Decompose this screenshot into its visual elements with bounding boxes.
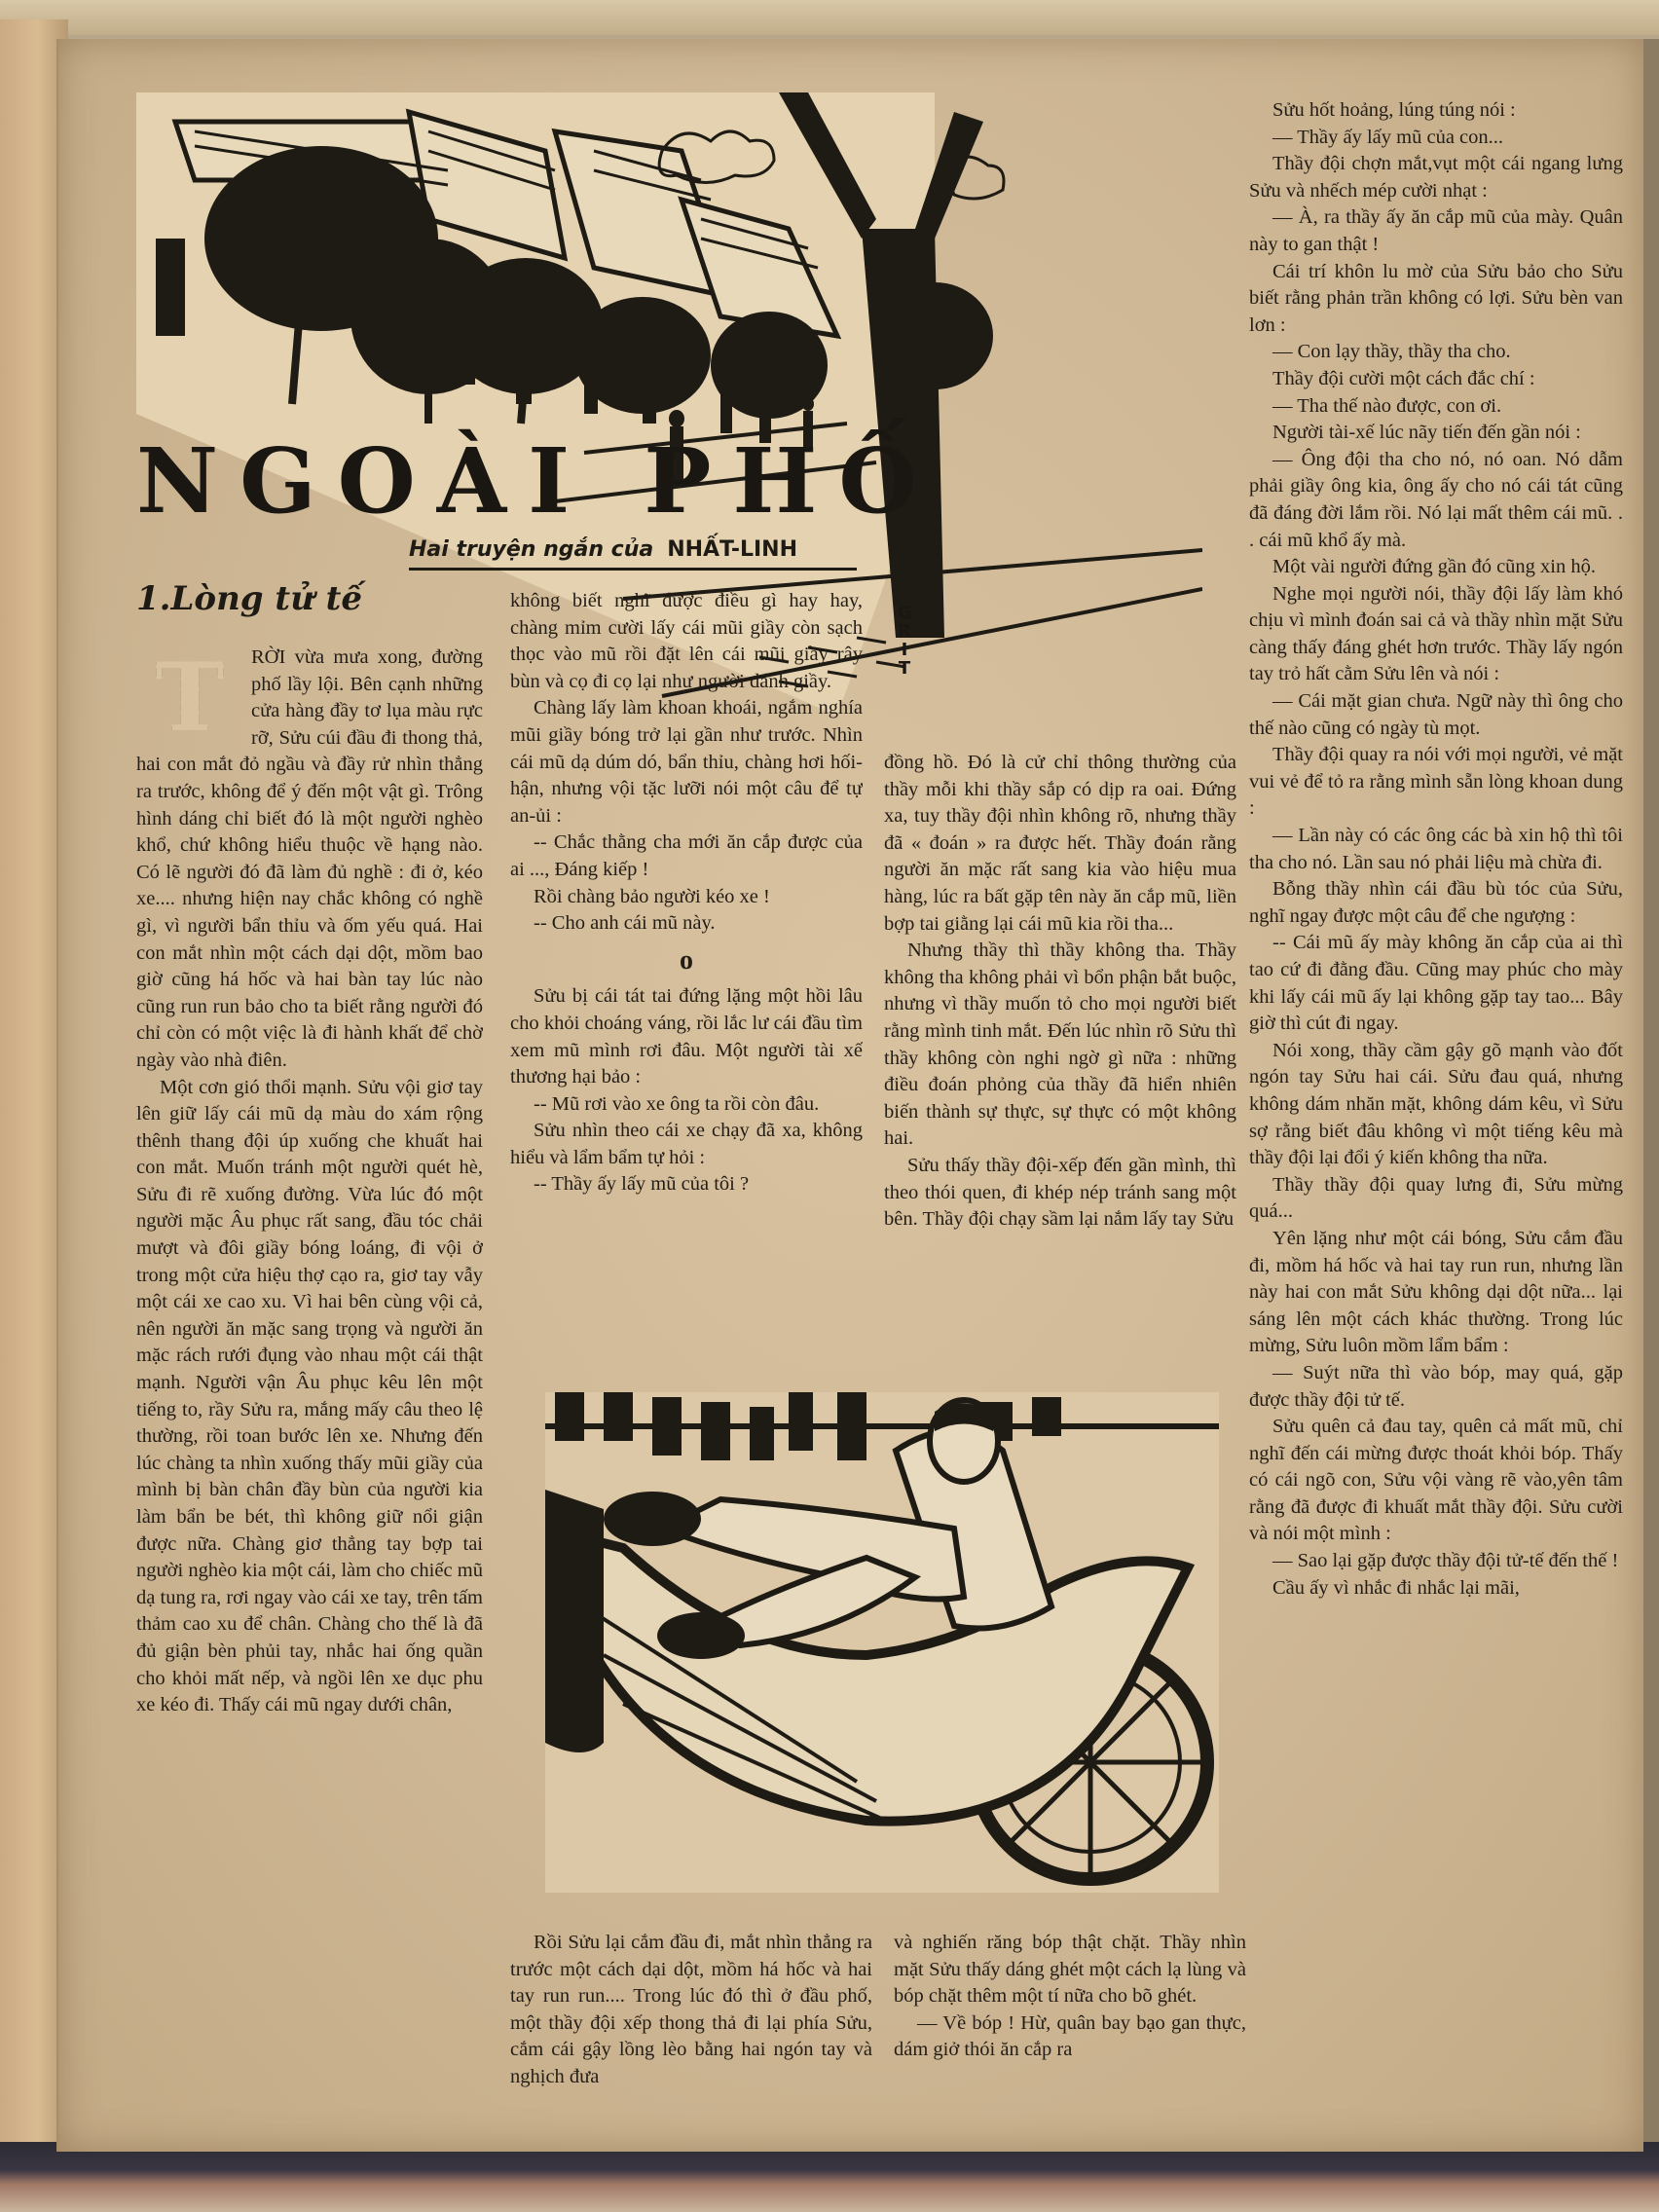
- paragraph: — Ông đội tha cho nó, nó oan. Nó dẫm phải giầy ông kia, ông ấy cho nó cái tát cũng đã đáng đời lắm rồi. Nó lại mất thêm cái mũ. . . cái mũ khổ ấy mà.: [1249, 448, 1623, 551]
- paragraph: Thầy đội quay ra nói với mọi người, vẻ mặt vui vẻ để tỏ ra rằng mình sẵn lòng khoan dung :: [1249, 744, 1623, 820]
- paragraph: -- Thầy ấy lấy mũ của tôi ?: [534, 1173, 750, 1196]
- page-title: NGOÀI PHỐ: [136, 428, 939, 534]
- paragraph: Nói xong, thầy cầm gậy gõ mạnh vào đốt ngón tay Sửu hai cái. Sửu đau quá, nhưng không dám nhăn mặt, không dám kêu, vì Sửu sợ rằng biết đâu không vì một tiếng kêu mà thầy đội lại đổi ý kiến không tha nữa.: [1249, 1039, 1623, 1169]
- paragraph: — Thầy ấy lấy mũ của con...: [1272, 126, 1504, 148]
- paragraph: — Suýt nữa thì vào bóp, may quá, gặp được thầy đội tử tế.: [1249, 1361, 1623, 1411]
- paragraph: Một vài người đứng gần đó cũng xin hộ.: [1272, 556, 1596, 578]
- paragraph: -- Cho anh cái mũ này.: [534, 912, 716, 935]
- column-3: [884, 750, 1236, 1353]
- paragraph: Sửu quên cả đau tay, quên cả mất mũ, chỉ nghĩ đến cái mừng được thoát khỏi bóp. Thấy có cái ngõ con, Sửu vội vàng rẽ vào,yên tâm rằng đã được đi khuất mắt thầy đội. Sửu cười và nói một mình :: [1249, 1416, 1623, 1545]
- paragraph: đồng hồ. Đó là cử chỉ thông thường của thầy mỗi khi thầy sắp có dịp ra oai. Đứng xa, tuy thầy đội nhìn không rõ, nhưng thầy đã « đoán » ra được hết. Thầy đoán rằng người ăn mặc rất sang kia vào hiệu mua hàng, lúc ra bất gặp tên này ăn cắp mũ, liền bợp tai giằng lại cái mũ kia rồi tha...: [884, 752, 1236, 935]
- paragraph: Sửu hốt hoảng, lúng túng nói :: [1272, 99, 1516, 121]
- paragraph: -- Chắc thằng cha mới ăn cắp được của ai ..., Đáng kiếp !: [510, 831, 863, 880]
- paragraph: Nhưng thầy thì thầy không tha. Thầy không tha không phải vì bổn phận bắt buộc, nhưng vì thầy muốn tỏ cho mọi người biết rằng mình tinh mắt. Đến lúc nhìn rõ Sửu thì thầy không còn nghi ngờ gì nữa : những điều đoán phỏng của thầy đã hiển nhiên biến thành sự thực, sự thực có một không hai.: [884, 940, 1236, 1150]
- illustrator-signature: [892, 604, 917, 682]
- rickshaw-illustration: [545, 1392, 1219, 1893]
- paragraph: Một cơn gió thổi mạnh. Sửu vội giơ tay lên giữ lấy cái mũ dạ màu do xám rộng thênh thang đội úp xuống che khuất hai con mắt. Muốn tránh một người quét hè, Sửu đi rẽ xuống đường. Vừa lúc đó một người mặc Âu phục rất sang, đầu tóc chải mượt và đôi giầy bóng loáng, đi vội ở trong một cửa hiệu thợ cạo ra, giơ tay vẫy một cái xe cao xu. Vì hai bên cùng vội cả, nên người ăn mặc sang trọng và người ăn mặc rách rưới đụng vào nhau một cái thật mạnh. Người vận Âu phục kêu lên một tiếng to, rầy Sửu ra, mắng mấy câu theo lệ thường, rồi toan bước lên xe. Nhưng đến lúc chàng ta nhìn xuống thấy mũi giầy của mình bị bàn chân đầy bùn của người kia làm bẩn be bét, thì không giữ nổi giận được nữa. Chàng giơ thẳng tay bợp tai người nghèo kia một cái, làm cho chiếc mũ dạ tung ra, rơi ngay vào cái xe tay, trên tấm thảm cao xu để chân. Chàng cho thế là đã đủ giận bèn phủi tay, nhắc hai ống quần cho khỏi mất nếp, và ngồi lên xe dục phu xe kéo đi. Thấy cái mũ ngay dưới chân,: [136, 1076, 483, 1716]
- paragraph: Thầy thầy đội quay lưng đi, Sửu mừng quá...: [1249, 1173, 1623, 1223]
- binder-top-edge: [0, 0, 1659, 35]
- binder-right-edge: [1641, 39, 1659, 2161]
- column-2: [510, 588, 863, 1367]
- paragraph: Cái trí khôn lu mờ của Sửu bảo cho Sửu biết rằng phản trần không có lợi. Sửu bèn van lơn :: [1249, 260, 1623, 336]
- paragraph: và nghiến răng bóp thật chặt. Thầy nhìn mặt Sửu thấy dáng ghét một cách lạ lùng và bóp chặt thêm một tí nữa cho bõ ghét.: [894, 1932, 1246, 2008]
- illustrator-signature-text: GRIT: [898, 603, 912, 679]
- paragraph: Bỗng thầy nhìn cái đầu bù tóc của Sửu, nghĩ ngay được một câu để che ngượng :: [1249, 878, 1623, 927]
- byline-prefix: Hai truyện ngắn của: [409, 537, 654, 562]
- column-3-continued: [894, 1930, 1246, 2122]
- section-break: o: [680, 944, 693, 976]
- paragraph: — Tha thế nào được, con ơi.: [1272, 394, 1502, 417]
- paragraph: RỜI vừa mưa xong, đường phố lầy lội. Bên cạnh những cửa hàng đầy tơ lụa màu rực rỡ, Sửu cúi đầu đi thong thả, hai con mắt đỏ ngầu và đầy rử nhìn thẳng ra trước, không để ý đến một vật gì. Trông hình dáng chỉ biết đó là một người nghèo khổ, chứ không hiểu thuộc về hạng nào. Có lẽ người đó đã làm đủ nghề : đi ở, kéo xe.... nhưng hiện nay chắc không có nghề gì, vì người bẩn thỉu và ốm yếu quá. Hai con mắt nhìn một cách dại dột, mồm bao giờ cũng há hốc và hai bàn tay lúc nào cũng run run bảo cho ta biết rằng người đó chỉ còn có một việc là đi hành khất để chờ ngày vào nhà điên.: [136, 646, 483, 1071]
- paragraph: -- Mũ rơi vào xe ông ta rồi còn đâu.: [534, 1092, 820, 1115]
- paragraph: Thầy đội chợn mắt,vụt một cái ngang lưng Sửu và nhếch mép cười nhạt :: [1249, 153, 1623, 202]
- paragraph: không biết nghĩ được điều gì hay hay, chàng mỉm cười lấy cái mũi giầy còn sạch thọc vào mũ rồi đặt lên cái mũi giầy rây bùn và cọ đi cọ lại như người đánh giầy.: [510, 590, 863, 692]
- paragraph: -- Cái mũ ấy mày không ăn cắp của ai thì tao cứ đi đằng đầu. Cũng may phúc cho mày khi lấy cái mũ ấy lại không gặp tay tao... Bây giờ thì cút đi ngay.: [1249, 932, 1623, 1035]
- paragraph: Chàng lấy làm khoan khoái, ngắm nghía mũi giầy bóng trở lại gần như trước. Nhìn cái mũ dạ dúm dó, bẩn thỉu, chàng hơi hối-hận, nhưng vội tặc lưỡi nói một câu để tự an-ủi :: [510, 697, 863, 827]
- paragraph: Nghe mọi người nói, thầy đội lấy làm khó chịu vì mình đoán sai cả và thầy nhìn mặt Sửu càng thấy đáng ghét hơn trước. Thầy lấy ngón tay trỏ hất cằm Sửu lên và nói :: [1249, 582, 1623, 685]
- column-2-continued: [510, 1930, 872, 2122]
- author-name: NHẤT-LINH: [667, 537, 797, 562]
- column-4: [1249, 97, 1623, 2122]
- paragraph: Cầu ấy vì nhắc đi nhắc lại mãi,: [1272, 1576, 1520, 1599]
- paragraph: Sửu nhìn theo cái xe chạy đã xa, không hiểu và lẩm bẩm tự hỏi :: [510, 1120, 863, 1168]
- paragraph: Sửu thấy thầy đội-xếp đến gần mình, thì theo thói quen, đi khép nép tránh sang một bên. Thầy đội chạy sầm lại nắm lấy tay Sửu: [884, 1154, 1236, 1231]
- paragraph: — Về bóp ! Hừ, quân bay bạo gan thực, dám giở thói ăn cắp ra: [894, 2011, 1246, 2061]
- paragraph: — Cái mặt gian chưa. Ngữ này thì ông cho thế nào cũng có ngày tù mọt.: [1249, 690, 1623, 739]
- drop-cap-spacer: [136, 645, 251, 750]
- paragraph: Rồi chàng bảo người kéo xe !: [534, 885, 770, 907]
- paragraph: — Sao lại gặp được thầy đội tử-tế đến thế !: [1272, 1550, 1619, 1572]
- paragraph: Yên lặng như một cái bóng, Sửu cắm đầu đi, mồm há hốc và hai tay run run, nhưng lần này hai con mắt Sửu không dại dột nữa... lại sáng lên một cách khác thường. Trong lúc mừng, Sửu luôn mồm lẩm bẩm :: [1249, 1227, 1623, 1357]
- drop-cap-letter: T: [136, 645, 243, 752]
- story-heading: 1.Lòng tử tế: [136, 579, 363, 618]
- byline: [409, 537, 857, 571]
- paragraph: Rồi Sửu lại cắm đầu đi, mắt nhìn thẳng ra trước một cách dại dột, mồm há hốc và hai tay run run.... Trong lúc đó thì ở đầu phố, một thầy đội xếp thong thả đi lại phía Sửu, cắm cái gậy lồng lèo bằng hai ngón tay và nghịch đưa: [510, 1932, 872, 2087]
- binder-bottom-edge: [0, 2142, 1659, 2212]
- paragraph: Thầy đội cười một cách đắc chí :: [1272, 367, 1535, 389]
- paragraph: Người tài-xế lúc nãy tiến đến gần nói :: [1272, 422, 1581, 444]
- paragraph: — À, ra thầy ấy ăn cắp mũ của mày. Quân này to gan thật !: [1249, 206, 1623, 255]
- paragraph: — Con lạy thầy, thầy tha cho.: [1272, 341, 1511, 363]
- column-1: [136, 645, 483, 2122]
- paragraph: — Lần này có các ông các bà xin hộ thì tôi tha cho nó. Lần sau nó phải liệu mà chừa đi.: [1249, 825, 1623, 873]
- paragraph: Sửu bị cái tát tai đứng lặng một hồi lâu cho khỏi choáng váng, rồi lắc lư cái đầu tìm xem mũ mình rơi đâu. Một người tài xế thương hại bảo :: [510, 985, 863, 1088]
